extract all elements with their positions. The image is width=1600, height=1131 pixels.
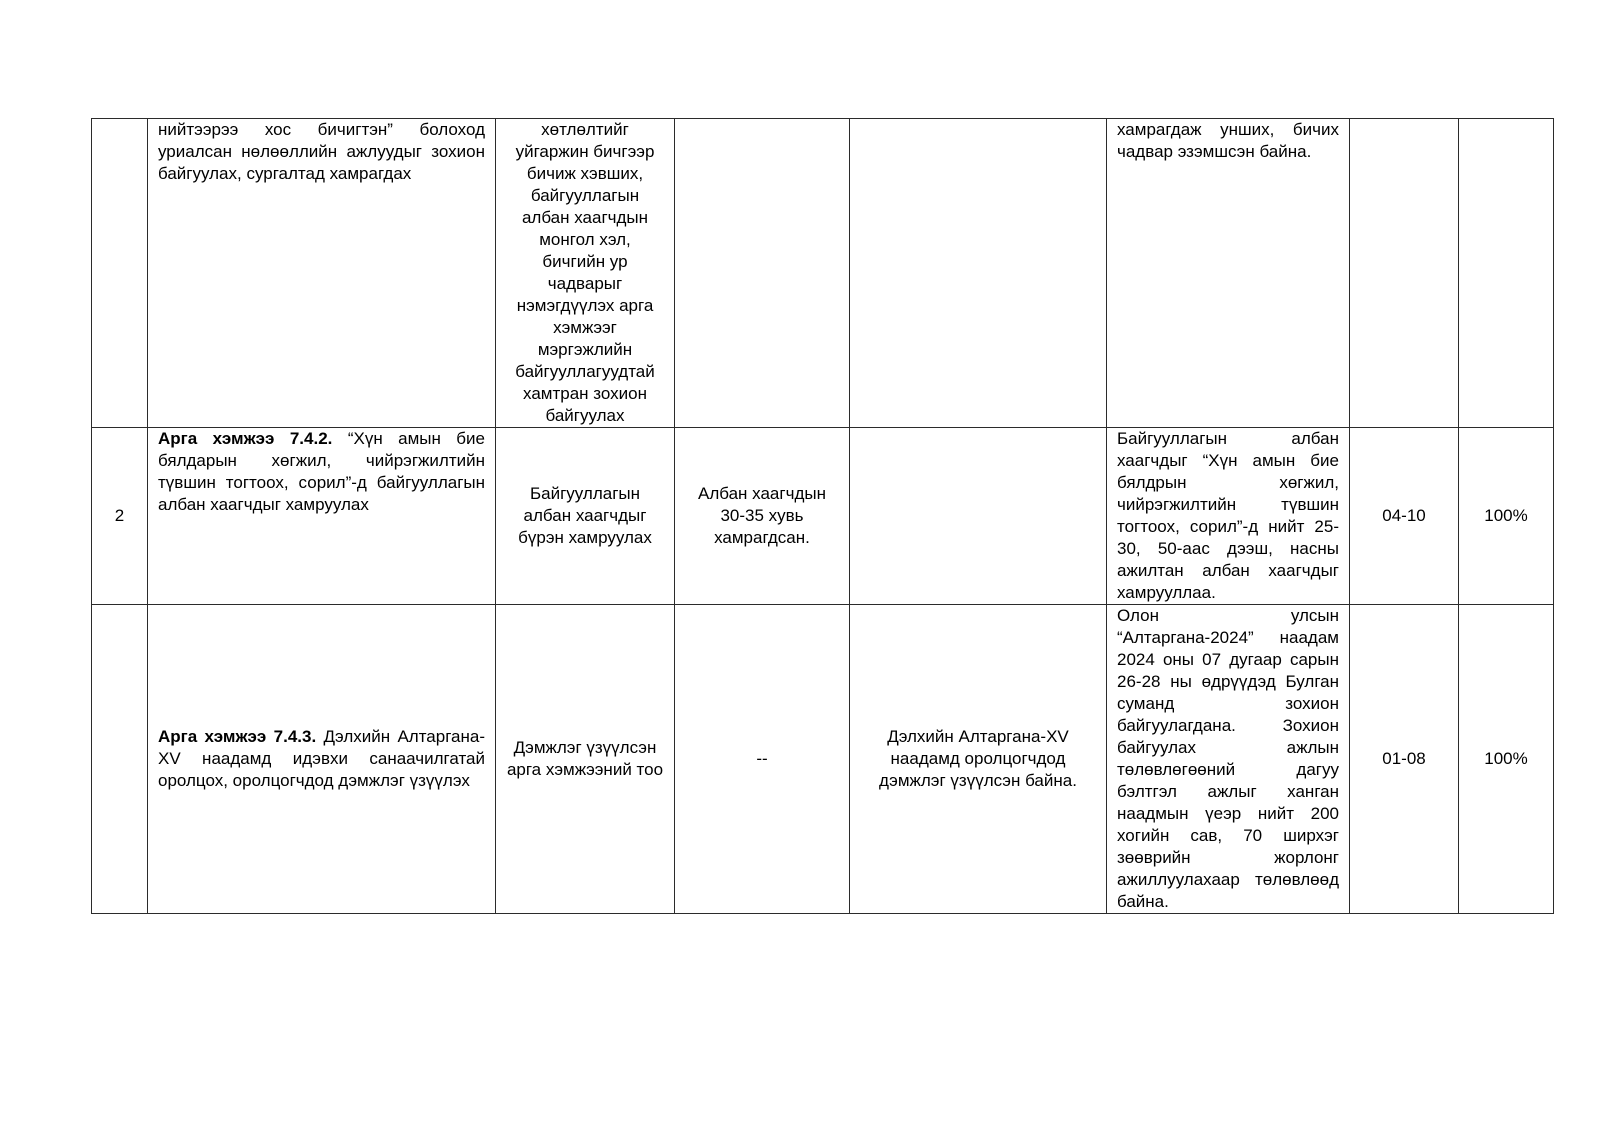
period-cell bbox=[1350, 119, 1459, 428]
result-cell: Олон улсын “Алтаргана-2024” наадам 2024 оны 07 дугаар сарын 26-28 ны өдрүүдэд Булган суманд зохион байгуулагдана. Зохион байгуулах ажлын төлөвлөгөөний дагуу бэлтгэл ажлыг ханган наадмын үеэр нийт 200 хогийн сав, 70 ширхэг зөөврийн жорлонг ажиллуулахаар төлөвлөөд байна. bbox=[1107, 605, 1350, 914]
baseline-cell bbox=[675, 119, 850, 428]
indicator-cell: Дэмжлэг үзүүлсэн арга хэмжээний тоо bbox=[496, 605, 675, 914]
activity-cell bbox=[148, 428, 496, 605]
indicator-cell: хөтлөлтийг уйгаржин бичгээр бичиж хэвших, байгууллагын албан хаагчдын монгол хэл, бичгийн ур чадварыг нэмэгдүүлэх арга хэмжээг мэргэжлийн байгууллагуудтай хамтран зохион байгуулах bbox=[496, 119, 675, 428]
activity-title: Арга хэмжээ 7.4.2. bbox=[158, 429, 333, 448]
indicator-cell: Байгууллагын албан хаагчдыг бүрэн хамруулах bbox=[496, 428, 675, 605]
target-cell: Дэлхийн Алтаргана-XV наадамд оролцогчдод дэмжлэг үзүүлсэн байна. bbox=[850, 605, 1107, 914]
baseline-cell: -- bbox=[675, 605, 850, 914]
percent-cell: 100% bbox=[1459, 605, 1554, 914]
period-cell: 01-08 bbox=[1350, 605, 1459, 914]
activity-cell bbox=[148, 605, 496, 914]
result-cell: хамрагдаж унших, бичих чадвар эзэмшсэн байна. bbox=[1107, 119, 1350, 428]
baseline-cell: Албан хаагчдын 30-35 хувь хамрагдсан. bbox=[675, 428, 850, 605]
row-number: 2 bbox=[92, 428, 148, 605]
row-number bbox=[92, 119, 148, 428]
target-cell bbox=[850, 428, 1107, 605]
activity-text: Дэлхийн Алтаргана-XV наадамд идэвхи санаачилгатай оролцох, оролцогчдод дэмжлэг үзүүлэх bbox=[158, 727, 485, 790]
percent-cell: 100% bbox=[1459, 428, 1554, 605]
table-row bbox=[92, 428, 1554, 605]
period-cell: 04-10 bbox=[1350, 428, 1459, 605]
target-cell bbox=[850, 119, 1107, 428]
percent-cell bbox=[1459, 119, 1554, 428]
activity-cell bbox=[148, 119, 496, 428]
activity-text: “Хүн амын бие бялдарын хөгжил, чийрэгжилтийн түвшин тогтоох, сорил”-д байгууллагын албан хаагчдыг хамруулах bbox=[158, 429, 485, 514]
activity-text: нийтээрээ хос бичигтэн” болоход уриалсан нөлөөллийн ажлуудыг зохион байгуулах, сургалтад хамрагдах bbox=[158, 120, 485, 183]
table-row bbox=[92, 605, 1554, 914]
activity-table bbox=[91, 118, 1554, 914]
row-number bbox=[92, 605, 148, 914]
activity-title: Арга хэмжээ 7.4.3. bbox=[158, 727, 317, 746]
result-cell: Байгууллагын албан хаагчдыг “Хүн амын бие бялдрын хөгжил, чийрэгжилтийн түвшин тогтоох, сорил”-д нийт 25-30, 50-аас дээш, насны ажилтан албан хаагчдыг хамрууллаа. bbox=[1107, 428, 1350, 605]
table-row bbox=[92, 119, 1554, 428]
